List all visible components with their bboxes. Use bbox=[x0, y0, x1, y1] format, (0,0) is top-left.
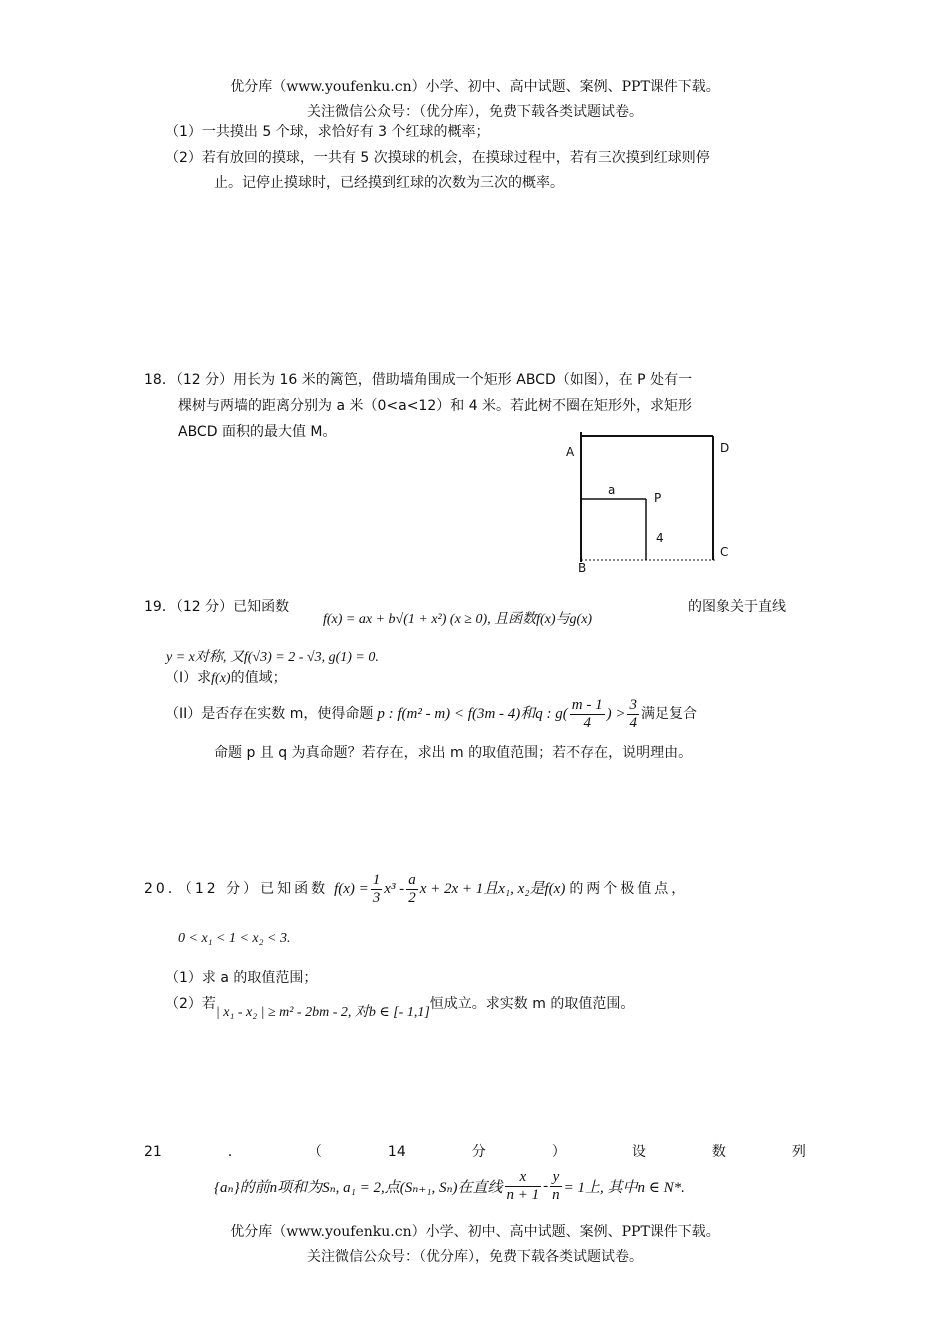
q21-dot: ． bbox=[227, 1144, 242, 1160]
q19-frac-3-over-4 bbox=[627, 697, 639, 732]
q21-fracY-num: y bbox=[550, 1169, 562, 1187]
footer-line-2: 关注微信公众号：（优分库），免费下载各类试题试卷。 bbox=[307, 1249, 643, 1265]
q18-line-1: 18．（12 分）用长为 16 米的篱笆，借助墙角围成一个矩形 ABCD（如图），在 P 处有一 bbox=[144, 372, 693, 388]
q20-fracB-den: 2 bbox=[408, 889, 416, 906]
label-a: a bbox=[608, 483, 616, 497]
q21-num: 21 bbox=[144, 1144, 162, 1160]
q20-lead: 20．（12 分）已知函数 bbox=[144, 881, 329, 897]
q18-line-3: ABCD 面积的最大值 M。 bbox=[178, 424, 337, 440]
q20-f-post: x + 2x + 1且x₁, x₂是f(x) bbox=[419, 881, 566, 897]
q20-part-2-post: 恒成立。求实数 m 的取值范围。 bbox=[429, 996, 635, 1012]
q20-tail: 的两个极值点， bbox=[569, 881, 689, 897]
q19-frac2-den: 4 bbox=[629, 714, 637, 731]
q21-fracY-den: n bbox=[552, 1186, 560, 1203]
q20-x3: x³ - bbox=[384, 881, 405, 897]
label-C: C bbox=[720, 545, 729, 559]
q19-frac1-den: 4 bbox=[583, 714, 591, 731]
q19-line-last: 命题 p 且 q 为真命题？若存在，求出 m 的取值范围；若不存在，说明理由。 bbox=[214, 745, 693, 761]
q21-shu: 数 bbox=[711, 1144, 726, 1160]
q20-f-pre: f(x) = bbox=[334, 881, 369, 897]
label-P: P bbox=[654, 491, 662, 505]
q21-line-2 bbox=[214, 1166, 685, 1206]
q21-fen: 分 bbox=[471, 1144, 486, 1160]
header-line-1: 优分库（www.youfenku.cn）小学、初中、高中试题、案例、PPT课件下载。 bbox=[230, 79, 720, 95]
q21-frac-y-over-n bbox=[550, 1169, 562, 1204]
q19-lead: 19．（12 分）已知函数 bbox=[144, 599, 290, 615]
q21-rp: ） bbox=[551, 1144, 566, 1160]
q19-formula-1: f(x) = ax + b√(1 + x²) (x ≥ 0), 且函数f(x)与g(x) bbox=[323, 612, 593, 627]
q21-frac-x-over-n-plus-1 bbox=[505, 1169, 542, 1204]
q19-part-2 bbox=[165, 694, 697, 734]
q21-fracX-num: x bbox=[505, 1169, 542, 1187]
q20-fracA-num: 1 bbox=[372, 871, 381, 888]
q19-part-2-p: p : f(m² - m) < f(3m - 4)和q : g( bbox=[377, 706, 568, 722]
q19-part-2-gt: ) > bbox=[606, 706, 626, 722]
label-4: 4 bbox=[656, 531, 664, 545]
q20-fracA-den: 3 bbox=[372, 889, 381, 906]
q20-part-2 bbox=[165, 994, 635, 1020]
q21-minus: - bbox=[543, 1177, 549, 1194]
rectangle-figure bbox=[560, 426, 750, 574]
q20-frac-1-over-3 bbox=[371, 872, 383, 907]
q21-line-2-post: = 1上, 其中n ∈ N*. bbox=[563, 1179, 685, 1196]
q19-tail: 的图象关于直线 bbox=[688, 599, 786, 615]
footer-line-1: 优分库（www.youfenku.cn）小学、初中、高中试题、案例、PPT课件下载。 bbox=[230, 1224, 720, 1240]
q18-line-2: 棵树与两墙的距离分别为 a 米（0<a<12）和 4 米。若此树不圈在矩形外，求矩形 bbox=[178, 398, 693, 414]
q20-part-2-math: | x₁ - x₂ | ≥ m² - 2bm - 2, 对b ∈ [- 1,1] bbox=[215, 1005, 430, 1020]
q21-lp: （ bbox=[307, 1144, 322, 1160]
q19-frac-m-minus-1-over-4 bbox=[570, 697, 605, 732]
q19-frac1-num: m - 1 bbox=[571, 696, 603, 713]
q21-line-1 bbox=[144, 1142, 806, 1162]
q20-fracB-num: a bbox=[408, 871, 416, 888]
header-line-2: 关注微信公众号：（优分库），免费下载各类试题试卷。 bbox=[307, 104, 643, 120]
q20-condition: 0 < x₁ < 1 < x₂ < 3. bbox=[178, 931, 291, 946]
q20-part-1: （1）求 a 的取值范围； bbox=[165, 970, 318, 986]
q19-part-1-fx: f(x) bbox=[211, 671, 231, 686]
q20-frac-a-over-2 bbox=[406, 872, 418, 907]
q19-frac2-num: 3 bbox=[629, 696, 637, 713]
label-A: A bbox=[566, 445, 575, 459]
q19-part-1-post: 的值域； bbox=[230, 670, 287, 686]
q17-part-2a: （2）若有放回的摸球，一共有 5 次摸球的机会，在摸球过程中，若有三次摸到红球则停 bbox=[165, 150, 710, 166]
q21-score: 14 bbox=[387, 1144, 406, 1160]
label-B: B bbox=[578, 561, 587, 574]
q17-part-2b: 止。记停止摸球时，已经摸到红球的次数为三次的概率。 bbox=[214, 175, 564, 191]
q19-part-1-pre: （I）求 bbox=[165, 670, 212, 686]
q19-part-2-post: 满足复合 bbox=[640, 706, 697, 722]
q20-part-2-pre: （2）若 bbox=[165, 996, 216, 1012]
label-D: D bbox=[720, 441, 730, 455]
q21-lie: 列 bbox=[791, 1144, 806, 1160]
q17-part-1: （1）一共摸出 5 个球，求恰好有 3 个红球的概率； bbox=[165, 124, 490, 140]
q19-line-2: y = x对称, 又f(√3) = 2 - √3, g(1) = 0. bbox=[166, 650, 379, 665]
q21-line-2-pre: {aₙ}的前n项和为Sₙ, a₁ = 2,点(Sₙ₊₁, Sₙ)在直线 bbox=[214, 1179, 503, 1196]
q20-line-1 bbox=[144, 869, 688, 909]
q21-she: 设 bbox=[631, 1144, 646, 1160]
q21-fracX-den: n + 1 bbox=[506, 1186, 540, 1203]
q19-part-2-pre: （II）是否存在实数 m，使得命题 bbox=[165, 706, 374, 722]
q19-part-1 bbox=[165, 668, 287, 689]
